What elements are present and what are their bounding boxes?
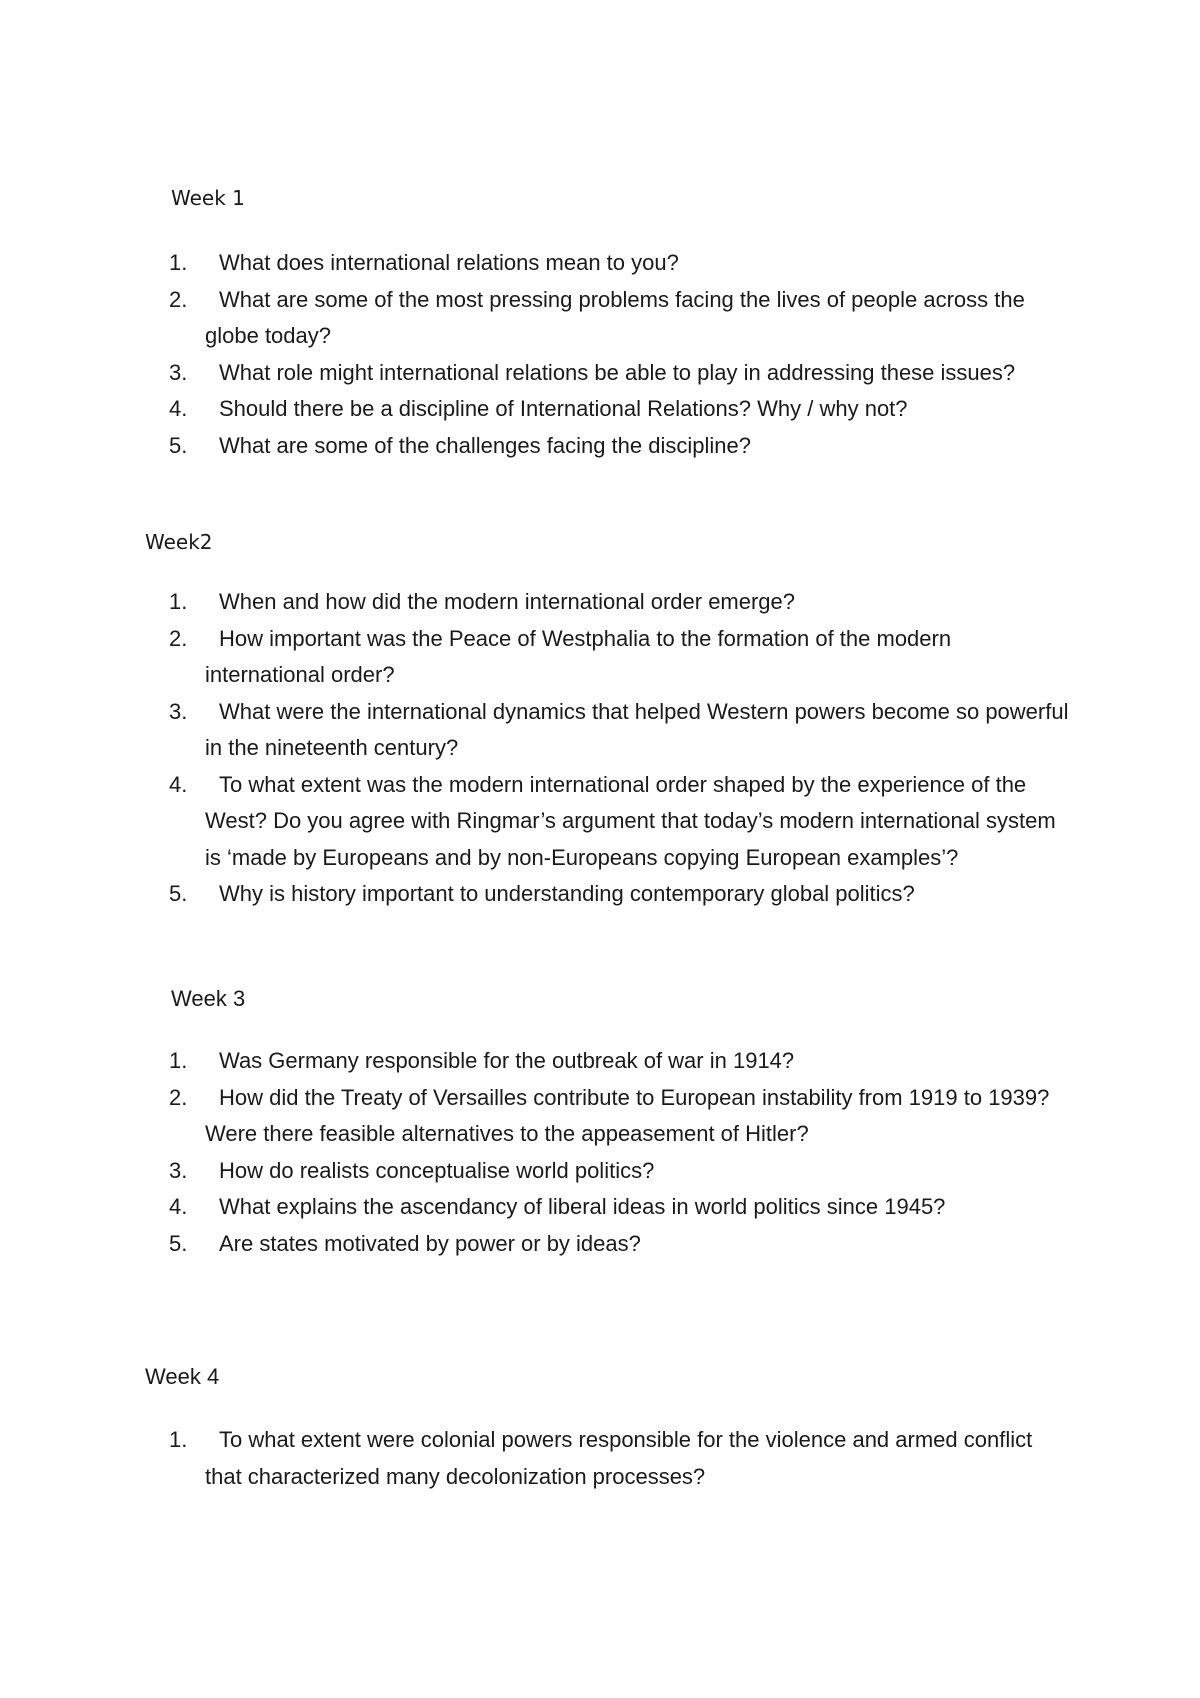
- week-3-heading: Week 3: [171, 986, 246, 1011]
- week-2-question-list: [171, 584, 1071, 913]
- item-number: 5.: [169, 1230, 188, 1256]
- question-text: Why is history important to understanding contemporary global politics?: [219, 881, 915, 906]
- question-text: When and how did the modern international order emerge?: [219, 589, 796, 614]
- question-text: Was Germany responsible for the outbreak of war in 1914?: [219, 1048, 795, 1073]
- list-item: [171, 621, 1071, 694]
- item-number: 2.: [169, 286, 188, 312]
- item-number: 1.: [169, 250, 188, 275]
- list-item: [171, 391, 1031, 428]
- week-1-question-list: [171, 245, 1031, 464]
- question-text: What are some of the most pressing problems facing the lives of people across the globe today?: [205, 286, 1025, 348]
- question-text: What explains the ascendancy of liberal ideas in world politics since 1945?: [219, 1194, 946, 1219]
- list-item: [171, 1422, 1051, 1495]
- item-number: 4.: [169, 1194, 188, 1219]
- question-text: What role might international relations be able to play in addressing these issues?: [219, 359, 1016, 385]
- question-text: Should there be a discipline of International Relations? Why / why not?: [219, 396, 908, 421]
- item-number: 4.: [169, 771, 188, 797]
- question-text: How did the Treaty of Versailles contribute to European instability from 1919 to 1939? Were there feasible alternatives to the appeasement of Hitler?: [205, 1084, 1050, 1146]
- question-text: What are some of the challenges facing the discipline?: [219, 432, 751, 458]
- list-item: [171, 694, 1071, 767]
- item-number: 1.: [169, 1048, 188, 1073]
- week-4-heading: Week 4: [145, 1364, 220, 1389]
- item-number: 5.: [169, 881, 188, 906]
- week-3-question-list: [171, 1043, 1071, 1262]
- list-item: [171, 1080, 1071, 1153]
- week-4-question-list: [171, 1422, 1051, 1495]
- list-item: [171, 584, 1071, 621]
- question-text: Are states motivated by power or by ideas?: [219, 1230, 641, 1256]
- list-item: [171, 1043, 1071, 1080]
- question-text: What were the international dynamics that helped Western powers become so powerful in the nineteenth century?: [205, 698, 1069, 760]
- week-2-heading: Week2: [145, 530, 213, 554]
- question-text: To what extent were colonial powers responsible for the violence and armed conflict that characterized many decolonization processes?: [205, 1427, 1033, 1489]
- question-text: To what extent was the modern international order shaped by the experience of the West? Do you agree with Ringmar’s argument that today’s modern international system is ‘made by Europeans and by non-Europeans copying European examples’?: [205, 771, 1056, 870]
- list-item: [171, 428, 1031, 465]
- item-number: 3.: [169, 359, 188, 385]
- list-item: [171, 355, 1031, 392]
- question-text: What does international relations mean to you?: [219, 250, 679, 275]
- question-text: How important was the Peace of Westphalia to the formation of the modern international order?: [205, 625, 952, 687]
- list-item: [171, 876, 1071, 913]
- item-number: 2.: [169, 625, 188, 651]
- item-number: 2.: [169, 1084, 188, 1110]
- item-number: 5.: [169, 432, 188, 458]
- item-number: 4.: [169, 396, 188, 421]
- week-1-heading: Week 1: [171, 186, 245, 210]
- list-item: [171, 1189, 1071, 1226]
- list-item: [171, 282, 1031, 355]
- question-text: How do realists conceptualise world politics?: [219, 1157, 655, 1183]
- list-item: [171, 245, 1031, 282]
- item-number: 1.: [169, 1427, 188, 1452]
- list-item: [171, 1153, 1071, 1190]
- list-item: [171, 1226, 1071, 1263]
- item-number: 1.: [169, 589, 188, 614]
- item-number: 3.: [169, 1157, 188, 1183]
- list-item: [171, 767, 1071, 877]
- item-number: 3.: [169, 698, 188, 724]
